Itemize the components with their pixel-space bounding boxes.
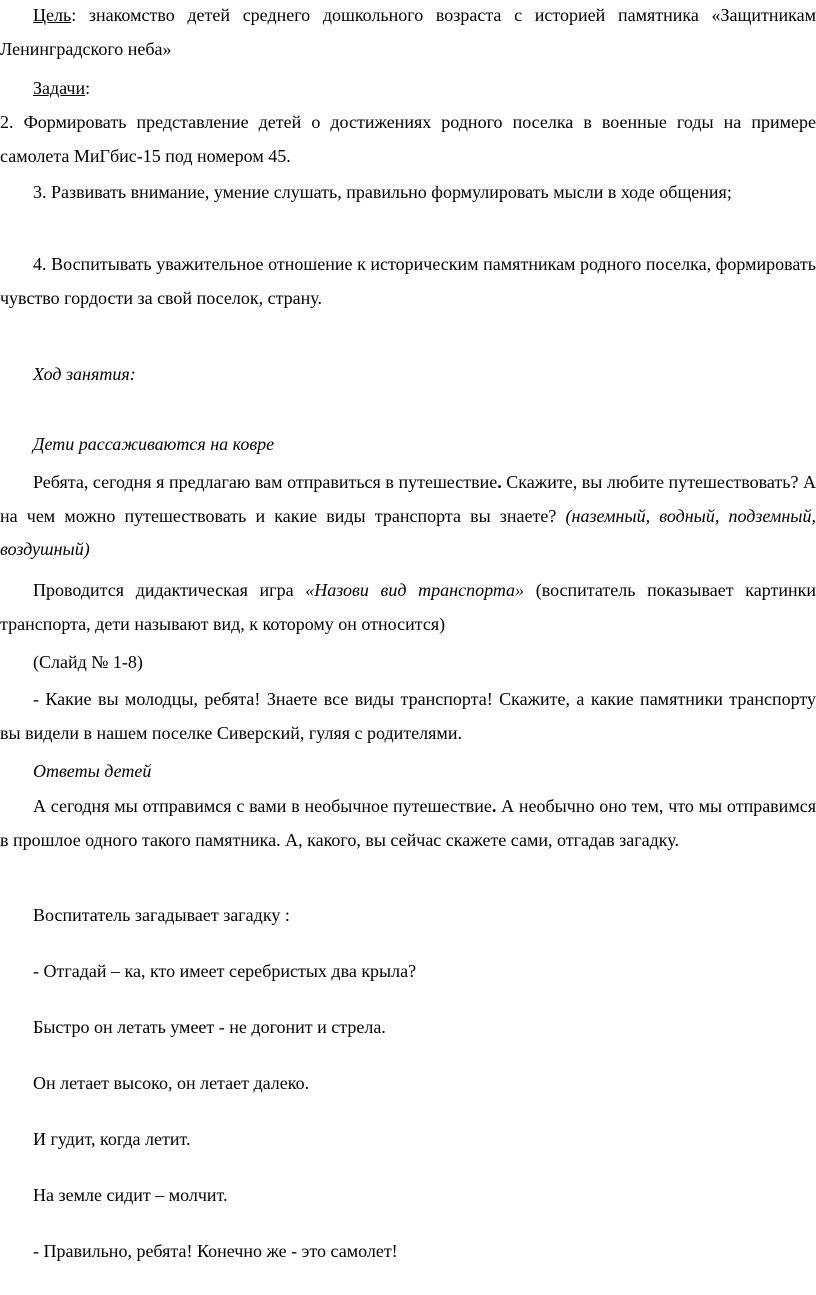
trip-paragraph: А сегодня мы отправимся с вами в необычное путешествие. А необычно оно тем, что мы отправимся в прошлое одного такого памятника. А, какого, вы сейчас скажете сами, отгадав загадку. — [0, 796, 816, 850]
game-paragraph: Проводится дидактическая игра «Назови вид транспорта» (воспитатель показывает картинки транспорта, дети называют вид, к которому он относится) — [0, 580, 816, 634]
riddle-intro: Воспитатель загадывает загадку : — [33, 905, 290, 925]
seating-note: Дети рассаживаются на ковре — [33, 434, 275, 454]
tasks-heading: Задачи: — [33, 78, 91, 98]
riddle-line: На земле сидит – молчит. — [33, 1185, 228, 1205]
children-answers: Ответы детей — [33, 761, 152, 781]
riddle-line: Быстро он летать умеет - не догонит и стрела. — [33, 1017, 386, 1037]
riddle-line: Он летает высоко, он летает далеко. — [33, 1073, 310, 1093]
goal-text: : знакомство детей среднего дошкольного возраста с историей памятника «Защитникам Ленинградского неба» — [0, 5, 816, 59]
goal-label: Цель — [33, 5, 72, 25]
question-paragraph: - Какие вы молодцы, ребята! Знаете все виды транспорта! Скажите, а какие памятники транспорту вы видели в нашем поселке Сиверский, гуляя с родителями. — [0, 689, 816, 743]
task-item-2: 2. Формировать представление детей о достижениях родного поселка в военные годы на примере самолета МиГбис-15 под номером 45. — [0, 112, 816, 166]
tasks-label: Задачи — [33, 78, 86, 98]
task-item-3: 3. Развивать внимание, умение слушать, правильно формулировать мысли в ходе общения; — [33, 182, 732, 202]
game-name: «Назови вид транспорта» — [305, 580, 525, 600]
transport-answers: (наземный, водный, подземный, воздушный) — [0, 505, 816, 559]
riddle-answer: - Правильно, ребята! Конечно же - это самолет! — [33, 1241, 398, 1261]
slide-note: (Слайд № 1-8) — [33, 652, 143, 672]
riddle-line: - Отгадай – ка, кто имеет серебристых два крыла? — [33, 961, 417, 981]
riddle-line: И гудит, когда летит. — [33, 1129, 191, 1149]
lesson-heading: Ход занятия: — [33, 364, 136, 384]
intro-paragraph: Ребята, сегодня я предлагаю вам отправиться в путешествие. Скажите, вы любите путешествовать? А на чем можно путешествовать и какие виды транспорта вы знаете? (наземный, водный, подземный, воздушный) — [0, 472, 816, 559]
goal-paragraph — [0, 0, 816, 66]
task-item-4: 4. Воспитывать уважительное отношение к историческим памятникам родного поселка, формировать чувство гордости за свой поселок, страну. — [0, 254, 816, 308]
